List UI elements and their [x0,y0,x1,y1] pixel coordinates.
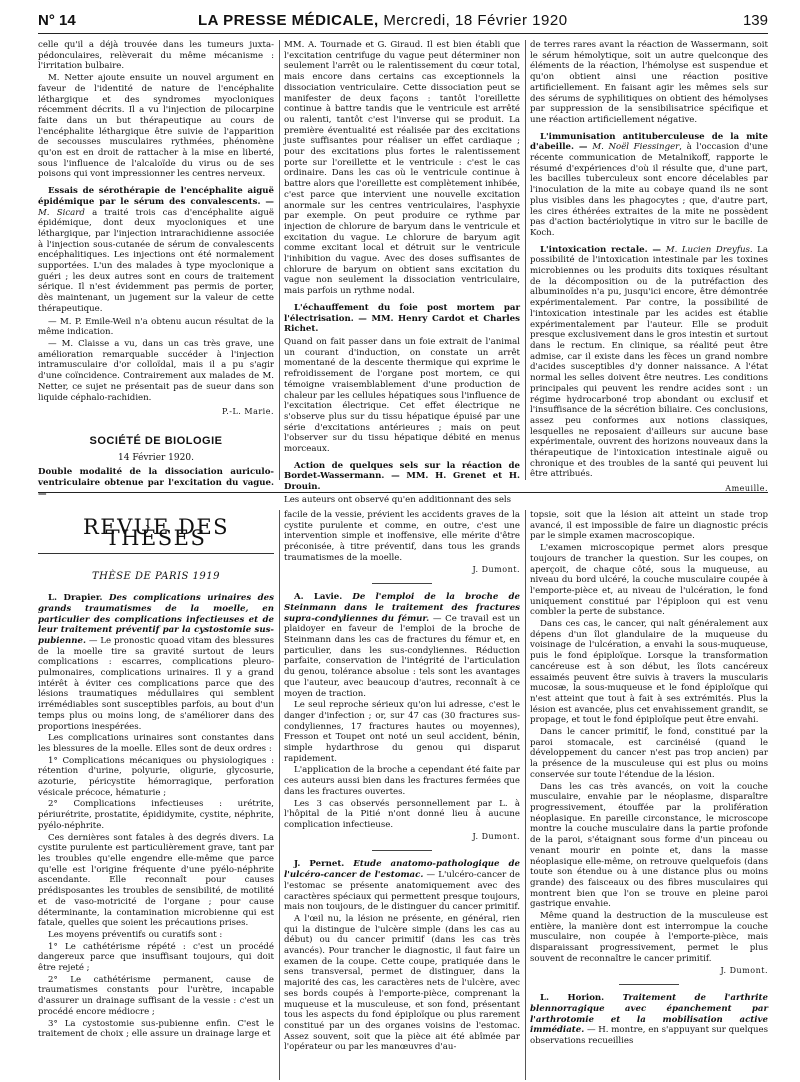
paragraph: Même quand la destruction de la musculeuse est entière, la manière dont est interrompue la couche musculaire, non coupée à l'emporte-pièce, mais disparaissant progressivement, permet le plus souvent de reconnaître le cancer primitif. [530,911,768,964]
section-title: L'intoxication rectale. — [540,244,666,255]
thesis-author: A. Lavie. [294,592,343,603]
paragraph: — M. P. Emile-Weil n'a obtenu aucun résultat de la même indication. [38,316,274,338]
signature: P.-L. Marie. [221,407,274,417]
paragraph: de terres rares avant la réaction de Wassermann, soit le sérum hémolytique, soit un autre quelconque des éléments de la réaction, l'hémolyse est suspendue et qu'on obtient ainsi une réaction positive artificiellement. En faisant agir les mêmes sels sur des sérums de syphilitiques on obtient des hémolyses par suppression de la sensibilisatrice spécifique et une réaction artificiellement négative. [530,40,768,125]
signature: J. Dumont. [472,831,520,841]
thesis-horion [530,993,768,1047]
section-title: L'échauffement du foie post mortem par l'électrisation. — MM. Henry Cardot et Charles Richet. [284,302,520,335]
paragraph: L'examen microscopique permet alors presque toujours de trancher la question. Sur les coupes, on aperçoit, de chaque côté, sous la muqueuse, au niveau du bord ulcéré, la couche musculaire coupée à l'emporte-pièce et, au niveau de l'ulcération, le fond uniquement constitué par l'épiploon qui est venu combler la perte de substance. [530,543,768,618]
page-number: 139 [742,12,768,29]
short-divider [372,583,432,584]
section-title: Essais de sérothérapie de l'encéphalite aiguë épidémique par le sérum des convalescents. — [38,186,274,207]
paragraph: Les complications urinaires sont constantes dans les blessures de la moelle. Elles sont de deux ordres : [38,733,274,754]
paragraph: 1° Le cathétérisme répété : c'est un procédé dangereux parce que insuffisant toujours, qui doit être rejeté ; [38,941,274,974]
paragraph: Le seul reproche sérieux qu'on lui adresse, c'est le danger d'infection ; or, sur 47 cas (30 fractures sus-condyliennes, 17 fractures hautes ou moyennes), Fresson et Toupet ont noté un seul accident, bénin, simple hydarthrose du genou qui disparut rapidement. [284,700,520,764]
bottom-column-3 [530,510,768,1082]
thesis-title: Des complications urinaires des grands traumatismes de la moelle, en particulier des complications infectieuses et de leur traitement préventif par la cystostomie sus-pubienne. [38,593,274,646]
thesis-author: L. Horion. [540,993,605,1004]
section-title: Action de quelques sels sur la réaction de Bordet-Wassermann. — MM. H. Grenet et H. Drouin. [284,460,520,493]
paragraph: 1° Complications mécaniques ou physiologiques : rétention d'urine, polyurie, oligurie, glycosurie, azoturie, péricystite hémorragique, perforation vésicale précoce, hématurie ; [38,755,274,798]
signature: J. Dumont. [720,965,768,975]
section-divider [38,492,768,493]
thesis-lavie [284,592,520,699]
paragraph: Ces dernières sont fatales à des degrés divers. La cystite purulente est particulièrement grave, tant par les troubles qu'elle engendre elle-même que parce qu'elle est l'origine fréquente d'une pyélo-néphrite ascendante. Elle reconnaît pour causes prédisposantes les troubles de sensibilité, de motilité et de vaso-motricité de l'organe ; pour cause déterminante, la contamination microbienne qui est fatale, quelles que soient les précautions prises. [38,832,274,929]
paragraph: 2° Le cathétérisme permanent, cause de traumatismes constants pour l'urètre, incapable d'assurer un drainage suffisant de la vessie : c'est un procédé encore médiocre ; [38,974,274,1017]
journal-title-line [198,12,568,29]
paragraph: Les auteurs ont observé qu'en additionnant des sels [284,494,512,505]
paragraph: facile de la vessie, prévient les accidents graves de la cystite purulente et comme, en outre, c'est une intervention simple et inoffensive, elle mérite d'être préconisée, à titre préventif, dans tous les grands traumatismes de la moelle. [284,510,520,563]
column-divider [279,40,280,480]
issue-date: Mercredi, 18 Février 1920 [383,12,568,29]
paragraph: Dans ces cas, le cancer, qui naît généralement aux dépens d'un îlot glandulaire de la muqueuse du voisinage de l'ulcération, a envahi la sous-muqueuse, puis le fond épiploïque. Lorsque la transformation cancéreuse est à son début, les îlots cancéreux essaimés peuvent être suivis à travers la muscularis mucosæ, la sous-muqueuse et le fond épiploïque qui n'est atteint que tout à fait à ses extrémités. Plus la lésion est avancée, plus cet envahissement grandit, se propage, et tout le fond épiploïque peut être envahi. [530,619,768,726]
section-body: , à l'occasion d'une récente communication de Metalnikoff, rapporte le résumé d'expériences d'où il résulte que, d'une part, les bacilles tuberculeux sont encore décelables par l'inoculation de la mite au cobaye quand ils ne sont plus visibles dans les phagocytes ; que, d'autre part, les cires éthérées extraites de la mite ne possèdent pas d'action bactériolytique in vitro sur le bacille de Koch. [530,142,768,238]
signature: Ameuille. [725,484,768,494]
paragraph: Les 3 cas observés personnellement par L. à l'hôpital de la Pitié n'ont donné lieu à aucune complication infectieuse. [284,798,520,830]
paragraph: topsie, soit que la lésion ait atteint un stade trop avancé, il est impossible de faire un diagnostic précis par le simple examen macroscopique. [530,510,768,542]
paragraph: 3° La cystostomie sus-pubienne enfin. C'est le traitement de choix ; elle assure un drainage large et [38,1018,274,1040]
these-subtitle: THÈSE DE PARIS 1919 [91,571,220,583]
paragraph: Quand on fait passer dans un foie extrait de l'animal un courant d'induction, on constate un arrêt momentané de la descente thermique qui exprime le refroidissement de l'organe post mortem, ce qui témoigne vraisemblablement d'une production de chaleur par les cellules hépatiques sous l'influence de l'excitation électrique. Cet effet électrique ne s'observe plus sur du tissu hépatique épuisé par une série d'excitations antérieures ; mais on peut l'observer sur du tissu hépatique débité en menus morceaux. [284,336,520,455]
thesis-title: De l'emploi de la broche de Steinmann dans le traitement des fractures supra-condyliennes du fémur. [284,592,520,624]
revue-des-theses-title: REVUE DES THÈSES [82,515,230,550]
author: M. Noël Fiessinger [592,142,680,153]
paragraph: Dans les cas très avancés, on voit la couche musculaire, envahie par le néoplasme, disparaître progressivement, étouffée par la prolifération néoplasique. En pareille circonstance, le microscope montre la couche musculaire dans la partie profonde de la paroi, s'étaignant sous forme d'un pinceau ou venant mourir en pointe et, dans la masse néoplasique elle-même, on retrouve quelquefois (dans toute son étendue ou à une distance plus ou moins grande) des faisceaux ou des fibres musculaires qui montrent bien que l'on se trouve en pleine paroi gastrique envahie. [530,781,768,910]
thesis-drapier [38,593,274,732]
thesis-title: Etude anatomo-pathologique de l'ulcéro-cancer de l'estomac. [284,859,520,881]
signature: J. Dumont. [472,564,520,574]
top-column-2 [284,40,520,505]
section-title: L'immunisation antituberculeuse de la mite d'abeille. — [530,131,768,153]
paragraph: M. Netter ajoute ensuite un nouvel argument en faveur de l'identité de nature de l'encéphalite léthargique et des syndromes myocloniques récemment décrits. Il a vu l'injection de pilocarpine faite dans un but thérapeutique au cours de l'encéphalite léthargique être suivie de l'apparition de secousses musculaires rythmées, phénomène qu'on est en droit de rattacher à la mise en liberté, sous l'influence de l'alcaloïde du virus ou de ses poisons qui vont impressionner les centres nerveux. [38,73,274,180]
paragraph: Dans le cancer primitif, le fond, constitué par la paroi stomacale, est carcinéisé (quand le développement du cancer n'est pas trop ancien) par la présence de la musculeuse qui est plus ou moins conservée sur toute l'étendue de la lésion. [530,727,768,780]
paragraph: MM. A. Tournade et G. Giraud. Il est bien établi que l'excitation centrifuge du vague peut déterminer non seulement l'arrêt ou le ralentissement du cœur total, mais encore dans certains cas exceptionnels la dissociation ventriculaire. Cette dissociation peut se manifester de deux façons : tantôt l'oreillette continue à battre tandis que le ventricule est arrêté ou ralenti, tantôt c'est l'inverse qui se produit. La première éventualité est réalisée par des excitations juste suffisantes pour réaliser un effet cardiaque ; pour des excitations plus fortes le ralentissement porte sur l'oreillette et le ventricule : c'est le cas ordinaire. Dans les cas où le ventricule continue à battre alors que l'oreillette est complètement inhibée, c'est parce que intervient une nouvelle excitation anormale sur les centres ventriculaires, l'asphyxie par exemple. On peut produire ce rythme par injection de chlorure de baryum dans le ventricule et excitation du vague. Le chlorure de baryum agit comme excitant local et détruit sur le ventricule l'inhibition du vague. Avec des doses suffisantes de chlorure de baryum on obtient sans excitation du vague non seulement la dissociation ventriculaire, mais parfois un rythme nodal. [284,40,520,297]
journal-title: LA PRESSE MÉDICALE, [198,12,379,29]
column-divider [525,510,526,1080]
top-column-3 [530,40,768,494]
society-date: 14 Février 1920. [118,452,194,463]
thesis-pernet [284,859,520,913]
title-rule [38,553,274,554]
paragraph: A l'œil nu, la lésion ne présente, en général, rien qui la distingue de l'ulcère simple (dans les cas au début) ou du cancer primitif (dans les cas très avancés). Pour trancher le diagnostic, il faut faire un examen de la coupe. Cette coupe, pratiquée dans le sens transversal, permet de distinguer, dans la majorité des cas, les caractères nets de l'ulcère, avec ses bords coupés à l'emporte-pièce, comprenant la muqueuse et la musculeuse, et son fond, présentant tous les aspects du fond épiploïque ou plus rarement constitué par un des organes voisins de l'estomac. Assez souvent, soit que la pièce ait été abîmée par l'opérateur ou par les manœuvres d'au- [284,913,520,1053]
column-divider [525,40,526,480]
bottom-column-1 [38,510,274,1082]
thesis-title: Traitement de l'arthrite blennorragique avec épanchement par l'arthrotomie et la mobilisation active immédiate. [530,993,768,1036]
top-column-1 [38,40,274,499]
article-fiessinger [530,132,768,239]
page-header [38,8,768,34]
paragraph: 2° Complications infectieuses : urétrite, périurétrite, prostatite, épididymite, cystite, néphrite, pyélo-néphrite. [38,799,274,831]
thesis-author: L. Drapier. [48,593,103,604]
paragraph: Les moyens préventifs ou curatifs sont : [48,929,223,940]
thesis-body: — Ce travail est un plaidoyer en faveur de l'emploi de la broche de Steinmann dans les cas de fractures du fémur et, en particulier, dans les sus-condyliennes. Réduction parfaite, conservation de l'intégrité de l'articulation du genou, tolérance absolue : tels sont les avantages que l'auteur, avec beaucoup d'autres, reconnaît à ce moyen de traction. [284,613,521,699]
paragraph: — M. Claisse a vu, dans un cas très grave, une amélioration remarquable succéder à l'injection intramusculaire d'or colloïdal, mais il a pu s'agir d'une coïncidence. Contrairement aux malades de M. Netter, ce sujet ne présentait pas de sueur dans son liquide céphalo-rachidien. [38,338,274,403]
thesis-body: — Le pronostic quoad vitam des blessures de la moelle tire sa gravité surtout de leurs complications : escarres, complications pleuro-pulmonaires, complications urinaires. Il y a grand intérêt à éviter ces complications parce que des lésions traumatiques médullaires qui semblent irrémédiables sont susceptibles parfois, au bout d'un temps plus ou moins long, de s'améliorer dans des proportions inespérées. [38,635,274,732]
thesis-body: — H. montre, en s'appuyant sur quelques observations recueillies [530,1025,768,1047]
bottom-column-2 [284,510,520,1082]
author: M. Sicard [38,207,85,218]
issue-number: N° 14 [38,12,76,29]
article-sicard [38,186,274,314]
short-divider [619,984,679,985]
thesis-body: — L'ulcéro-cancer de l'estomac se présente anatomiquement avec des caractères spéciaux qui permettent presque toujours, mais non toujours, de le distinguer du cancer primitif. [284,870,520,913]
section-title: Double modalité de la dissociation auriculo-ventriculaire obtenue par l'excitation du vague. — [38,467,274,499]
article-dreyfus [530,245,768,480]
paragraph: celle qu'il a déjà trouvée dans les tumeurs juxta-pédonculaires, relèverait du même mécanisme : l'irritation bulbaire. [38,40,274,72]
society-title: SOCIÉTÉ DE BIOLOGIE [89,434,223,447]
short-divider [372,850,432,851]
author: M. Lucien Dreyfus [665,244,750,255]
column-divider [279,510,280,1080]
section-body: a traité trois cas d'encéphalite aiguë épidémique, dont deux myocloniques et une léthargique, par l'injection intrarachidienne associée à l'injection sous-cutanée de sérum de convalescents encéphalitiques. Les injections ont été normalement supportées. L'un des malades à type myoclonique a guéri ; les deux autres sont en cours de traitement sérique. Il n'est évidemment pas permis de porter, dès maintenant, un jugement sur la valeur de cette thérapeutique. [38,207,274,314]
paragraph: L'application de la broche a cependant été faite par ces auteurs aussi bien dans les fractures fermées que dans les fractures ouvertes. [284,765,520,797]
thesis-author: J. Pernet. [294,859,345,870]
section-body: . La possibilité de l'intoxication intestinale par les toxines microbiennes ou les produits dits toxiques résultant de la décomposition ou de la putréfaction des albuminoïdes n'a pu, jusqu'ici encore, être démontrée expérimentalement. Par contre, la possibilité de l'intoxication intestinale par les acides est établie expérimentalement par l'auteur. Elle se produit presque exclusivement dans le gros intestin et surtout dans le rectum. En clinique, sa réalité peut être admise, car il existe dans les fèces un grand nombre d'acides susceptibles d'y donner naissance. A l'état normal les selles doivent être neutres. Les conditions principales qui peuvent les rendre acides sont : un régime hydrocarboné trop abondant ou exclusif et l'insuffisance de la sécrétion biliaire. Ces conclusions, assez peu conformes aux notions classiques, lesquelles ne reposaient d'ailleurs sur aucune base expérimentale, ouvrent des horizons nouveaux dans la thérapeutique de l'intoxication intestinale aiguë ou chronique et des troubles de la santé qui peuvent lui être attribués. [530,244,768,480]
